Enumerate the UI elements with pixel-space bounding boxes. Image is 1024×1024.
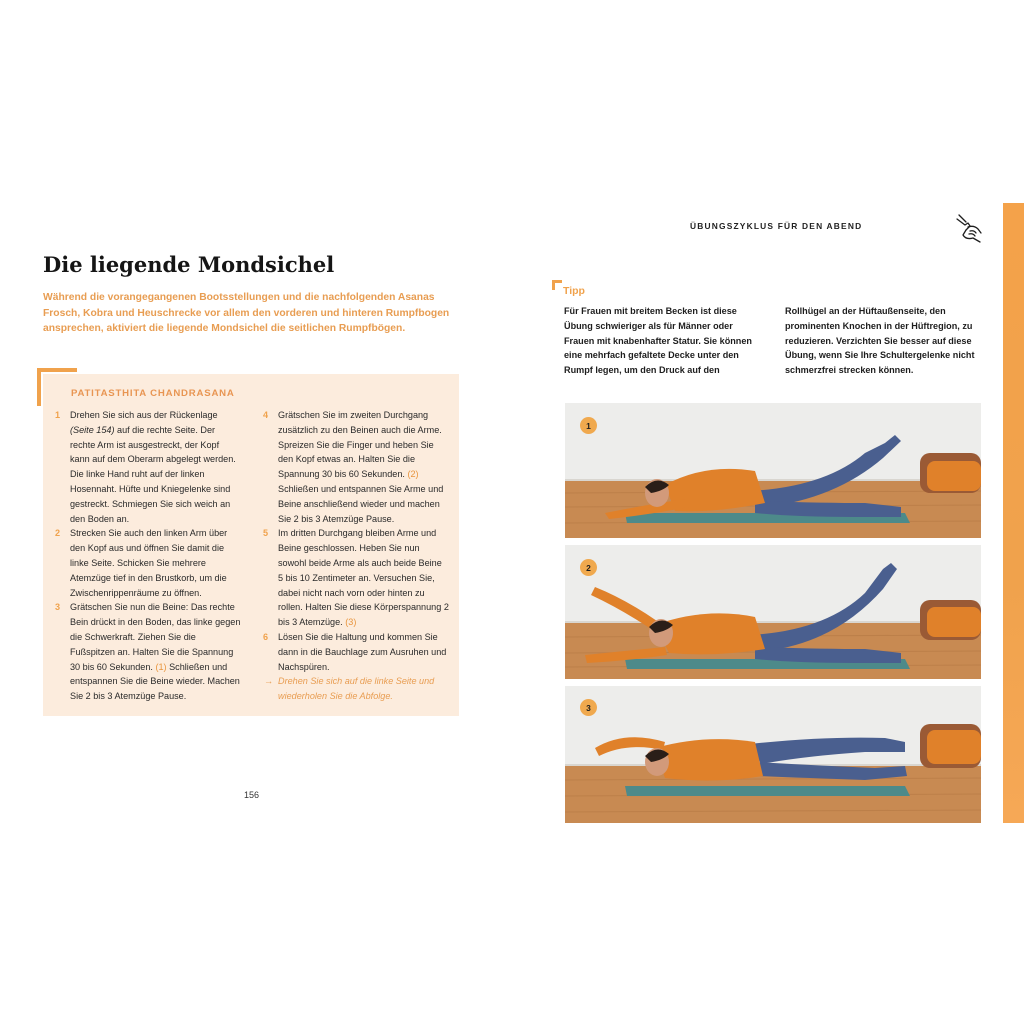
step-item bbox=[263, 408, 449, 526]
exercise-photo-2 bbox=[565, 545, 981, 679]
step-text: Schließen und entspannen Sie Arme und Beine anschließend wieder und machen Sie 2 bis 3 Atemzüge Pause. bbox=[278, 483, 444, 524]
step-item bbox=[55, 526, 241, 600]
step-text: Grätschen Sie nun die Beine: Das rechte Bein drückt in den Boden, das linke gegen die Schwerkraft. Ziehen Sie die Fußspitzen an. Halten Sie die Spannung 30 bis 60 Sekunden. bbox=[70, 602, 241, 672]
arrow-right-icon: → bbox=[264, 676, 274, 687]
hands-mudra-icon bbox=[954, 213, 984, 245]
step-text: Strecken Sie auch den linken Arm über den Kopf aus und öffnen Sie damit die linke Seite. Schicken Sie mehrere Atemzüge tief in den Brustkorb, um die Zwischenrippenräume zu öffnen. bbox=[70, 528, 228, 598]
step-text: Im dritten Durchgang bleiben Arme und Beine geschlossen. Heben Sie nun sowohl beide Arme als auch beide Beine 5 bis 10 Zentimeter an. Versuchen Sie, dabei nicht nach vorn oder hinten zu rollen. Halten Sie diese Körperspannung 2 bis 3 Atemzüge. bbox=[278, 528, 449, 628]
step-text: Drehen Sie sich aus der Rückenlage bbox=[70, 410, 218, 420]
step-item bbox=[263, 630, 449, 674]
repeat-note bbox=[263, 674, 449, 704]
step-text: Lösen Sie die Haltung und kommen Sie dann in die Bauchlage zum Ausruhen und Nachspüren. bbox=[278, 631, 447, 672]
exercise-photo-3 bbox=[565, 686, 981, 823]
exercise-photo-1 bbox=[565, 403, 981, 538]
intro-paragraph: Während die vorangegangenen Bootsstellungen und die nachfolgenden Asanas Frosch, Kobra und Heuschrecke vor allem den vorderen und hinteren Rumpfbogen ansprechen, aktiviert die liegende Mondsichel die seitlichen Rumpfbögen. bbox=[43, 292, 450, 334]
step-item bbox=[55, 600, 241, 704]
step-number: 3 bbox=[55, 602, 61, 613]
tipp-label: Tipp bbox=[563, 285, 585, 297]
tipp-corner-accent bbox=[552, 280, 555, 290]
note-text: Drehen Sie sich auf die linke Seite und wiederholen Sie die Abfolge. bbox=[278, 676, 435, 702]
chapter-tab-bar bbox=[1003, 203, 1024, 823]
step-text: Grätschen Sie im zweiten Durchgang zusätzlich zu den Beinen auch die Arme. Spreizen Sie die Finger und heben Sie den Kopf etwas an. Halten Sie die Spannung 30 bis 60 Sekunden. bbox=[278, 410, 442, 480]
step-number: 6 bbox=[263, 631, 269, 642]
box-title: PATITASTHITA CHANDRASANA bbox=[71, 388, 235, 399]
photo-number-badge: 1 bbox=[580, 417, 597, 434]
page-number: 156 bbox=[244, 790, 260, 800]
step-text: Schließen und entspannen Sie die Beine wieder. Machen Sie 2 bis 3 Atemzüge Pause. bbox=[70, 661, 240, 702]
tip-text-column-2: Rollhügel an der Hüftaußenseite, den prominenten Knochen in der Hüftregion, zu reduzieren. Verzichten Sie besser auf diese Übung, wenn Sie Ihre Schultergelenke nicht schmerzfrei strecken können. bbox=[785, 306, 975, 376]
step-text: auf die rechte Seite. Der rechte Arm ist ausgestreckt, der Kopf kann auf dem Oberarm abgelegt werden. Die linke Hand ruht auf der linken Hosennaht. Hüfte und Kniegelenke sind gestreckt. Schmiegen Sie sich weich an den Boden an. bbox=[70, 424, 236, 524]
page-reference: (Seite 154) bbox=[70, 424, 115, 435]
box-corner-accent bbox=[37, 368, 41, 406]
photo-reference: (1) bbox=[155, 661, 167, 672]
step-item bbox=[263, 526, 449, 630]
step-number: 4 bbox=[263, 410, 269, 420]
steps-column-left bbox=[55, 408, 241, 704]
step-item bbox=[55, 408, 241, 526]
photo-reference: (2) bbox=[407, 469, 419, 480]
step-number: 2 bbox=[55, 528, 61, 539]
running-header: ÜBUNGSZYKLUS FÜR DEN ABEND bbox=[690, 221, 863, 231]
step-number: 5 bbox=[263, 528, 269, 539]
tip-text-column-1: Für Frauen mit breitem Becken ist diese Übung schwieriger als für Männer oder Frauen mit knabenhafter Statur. Sie können eine mehrfach gefaltete Decke unter den Rumpf legen, um den Druck auf den bbox=[564, 306, 752, 376]
photo-number-badge: 3 bbox=[580, 699, 597, 716]
photo-number-badge: 2 bbox=[580, 559, 597, 576]
page-title: Die liegende Mondsichel bbox=[43, 252, 335, 277]
photo-reference: (3) bbox=[345, 617, 357, 628]
box-corner-accent bbox=[37, 368, 77, 372]
steps-column-right bbox=[263, 408, 449, 704]
step-number: 1 bbox=[55, 410, 61, 420]
